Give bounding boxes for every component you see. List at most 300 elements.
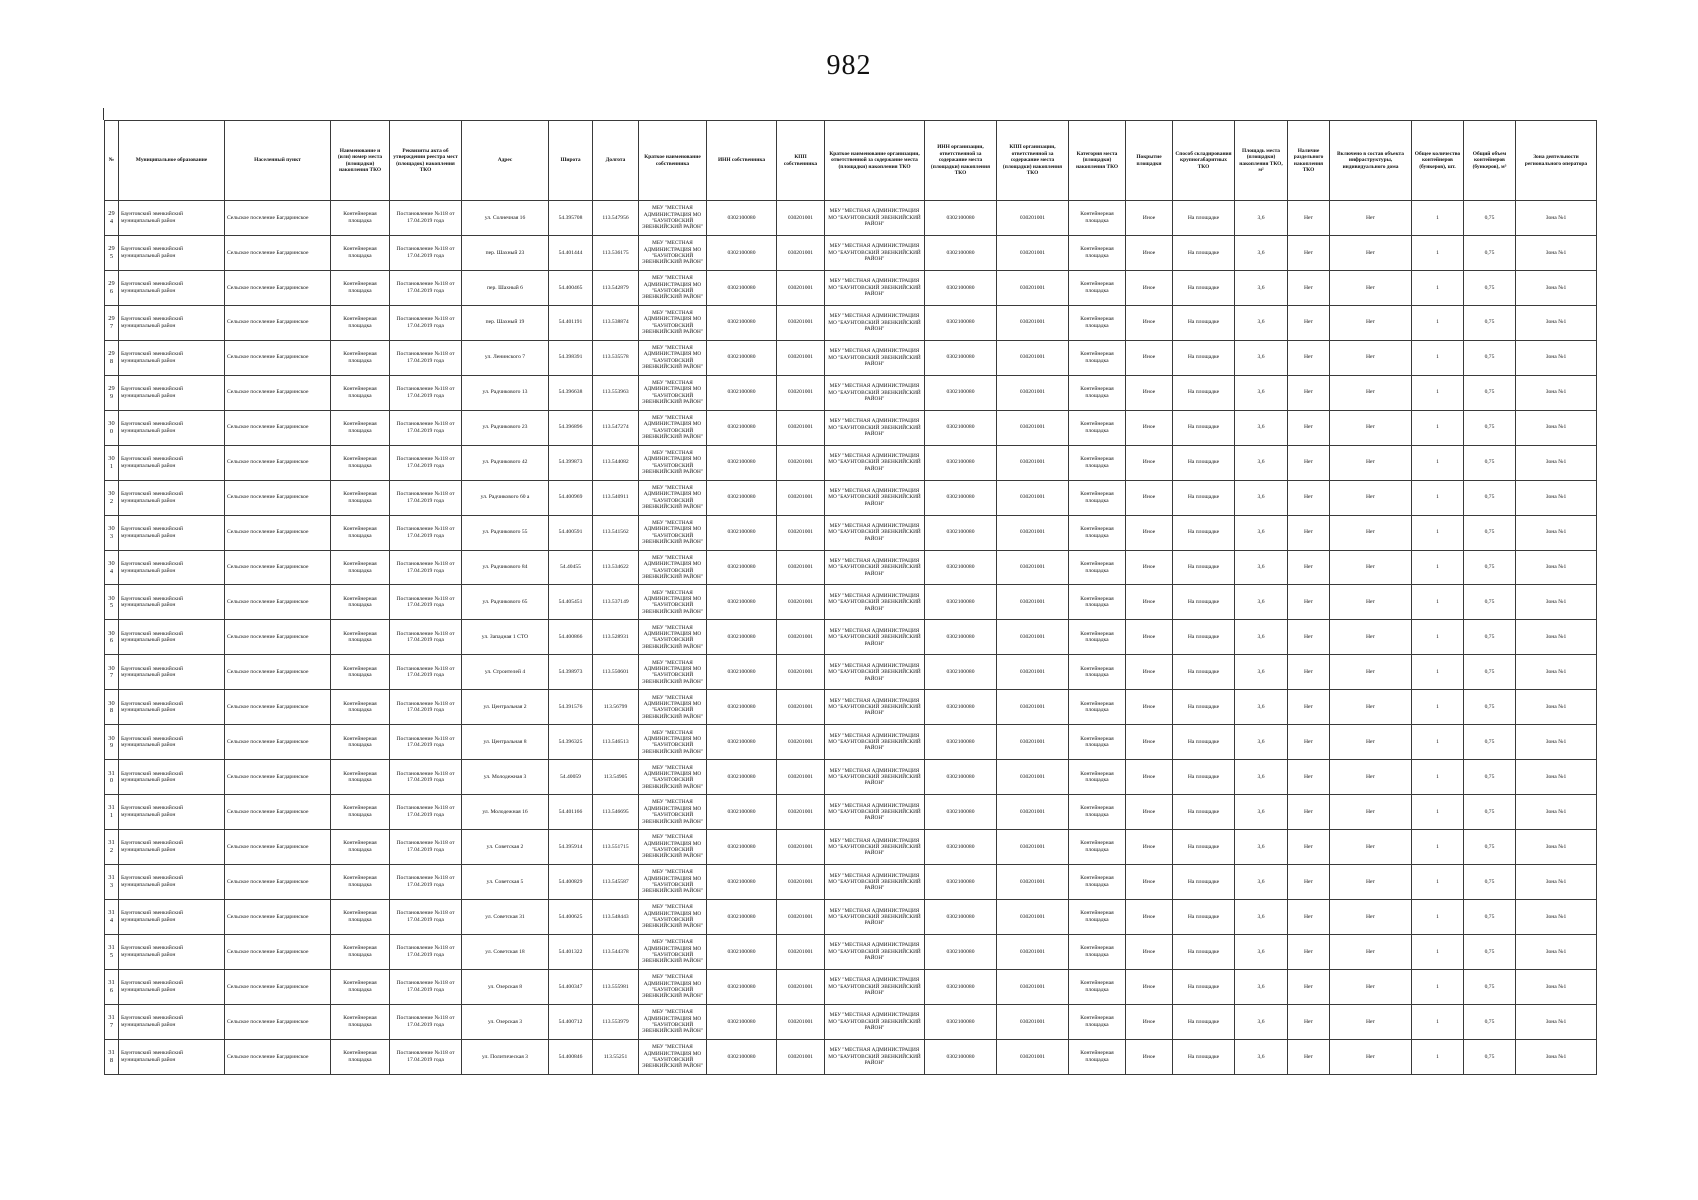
container-count-cell: 1 [1412, 935, 1464, 970]
container-count-cell: 1 [1412, 201, 1464, 236]
owner-kpp-cell: 030201001 [777, 235, 825, 270]
site-category-cell: Контейнерная площадка [1069, 725, 1126, 760]
settlement-cell: Сельское поселение Багдаринское [225, 760, 331, 795]
separate-collection-cell: Нет [1288, 201, 1330, 236]
bulky-storage-cell: На площадке [1173, 900, 1235, 935]
municipality-cell: Баунтовский эвенкийский муниципальный район [119, 655, 225, 690]
owner-kpp-cell: 030201001 [777, 865, 825, 900]
table-row [105, 1004, 1597, 1039]
municipality-cell: Баунтовский эвенкийский муниципальный район [119, 410, 225, 445]
container-volume-cell: 0,75 [1464, 935, 1516, 970]
separate-collection-cell: Нет [1288, 620, 1330, 655]
surface-cell: Иное [1126, 830, 1173, 865]
latitude-cell: 54.400591 [549, 515, 593, 550]
operator-name-cell: МБУ "МЕСТНАЯ АДМИНИСТРАЦИЯ МО "БАУНТОВСКИЙ ЭВЕНКИЙСКИЙ РАЙОН" [825, 655, 925, 690]
operator-inn-cell: 0302100080 [925, 865, 997, 900]
latitude-cell: 54.400712 [549, 1004, 593, 1039]
longitude-cell: 113.54905 [593, 760, 639, 795]
municipality-cell: Баунтовский эвенкийский муниципальный район [119, 340, 225, 375]
separate-collection-cell: Нет [1288, 480, 1330, 515]
municipality-cell: Баунтовский эвенкийский муниципальный район [119, 1004, 225, 1039]
site-name-cell: Контейнерная площадка [331, 305, 390, 340]
address-cell: ул. Ленинского 7 [462, 340, 549, 375]
site-category-cell: Контейнерная площадка [1069, 795, 1126, 830]
act-details-cell: Постановление №118 от 17.04.2019 года [390, 201, 462, 236]
site-category-cell: Контейнерная площадка [1069, 865, 1126, 900]
container-count-cell: 1 [1412, 270, 1464, 305]
owner-kpp-cell: 030201001 [777, 445, 825, 480]
site-name-cell: Контейнерная площадка [331, 445, 390, 480]
area-cell: 3,6 [1235, 620, 1288, 655]
site-name-cell: Контейнерная площадка [331, 515, 390, 550]
owner-name-cell: МБУ "МЕСТНАЯ АДМИНИСТРАЦИЯ МО "БАУНТОВСКИЙ ЭВЕНКИЙСКИЙ РАЙОН" [639, 969, 707, 1004]
operator-name-cell: МБУ "МЕСТНАЯ АДМИНИСТРАЦИЯ МО "БАУНТОВСКИЙ ЭВЕНКИЙСКИЙ РАЙОН" [825, 410, 925, 445]
row-number-cell: 303 [105, 515, 119, 550]
registry-table [104, 120, 1597, 1075]
table-row [105, 235, 1597, 270]
site-category-cell: Контейнерная площадка [1069, 515, 1126, 550]
surface-cell: Иное [1126, 235, 1173, 270]
container-volume-cell: 0,75 [1464, 270, 1516, 305]
site-name-cell: Контейнерная площадка [331, 1039, 390, 1074]
act-details-cell: Постановление №118 от 17.04.2019 года [390, 1039, 462, 1074]
operator-name-cell: МБУ "МЕСТНАЯ АДМИНИСТРАЦИЯ МО "БАУНТОВСКИЙ ЭВЕНКИЙСКИЙ РАЙОН" [825, 375, 925, 410]
municipality-cell: Баунтовский эвенкийский муниципальный район [119, 1039, 225, 1074]
site-name-cell: Контейнерная площадка [331, 725, 390, 760]
row-number-cell: 315 [105, 935, 119, 970]
owner-name-cell: МБУ "МЕСТНАЯ АДМИНИСТРАЦИЯ МО "БАУНТОВСКИЙ ЭВЕНКИЙСКИЙ РАЙОН" [639, 1039, 707, 1074]
col-separate-collection-header: Наличие раздельного накопления ТКО [1288, 121, 1330, 201]
table-row [105, 375, 1597, 410]
container-volume-cell: 0,75 [1464, 655, 1516, 690]
surface-cell: Иное [1126, 1039, 1173, 1074]
site-name-cell: Контейнерная площадка [331, 375, 390, 410]
settlement-cell: Сельское поселение Багдаринское [225, 375, 331, 410]
latitude-cell: 54.396325 [549, 725, 593, 760]
owner-inn-cell: 0302100080 [707, 375, 777, 410]
site-name-cell: Контейнерная площадка [331, 690, 390, 725]
table-row [105, 1039, 1597, 1074]
settlement-cell: Сельское поселение Багдаринское [225, 935, 331, 970]
row-number-cell: 294 [105, 201, 119, 236]
container-count-cell: 1 [1412, 725, 1464, 760]
separate-collection-cell: Нет [1288, 340, 1330, 375]
container-count-cell: 1 [1412, 830, 1464, 865]
operator-inn-cell: 0302100080 [925, 1004, 997, 1039]
operator-inn-cell: 0302100080 [925, 340, 997, 375]
infrastructure-cell: Нет [1330, 550, 1412, 585]
operator-kpp-cell: 030201001 [997, 235, 1069, 270]
operator-inn-cell: 0302100080 [925, 480, 997, 515]
bulky-storage-cell: На площадке [1173, 795, 1235, 830]
infrastructure-cell: Нет [1330, 270, 1412, 305]
operator-name-cell: МБУ "МЕСТНАЯ АДМИНИСТРАЦИЯ МО "БАУНТОВСКИЙ ЭВЕНКИЙСКИЙ РАЙОН" [825, 690, 925, 725]
longitude-cell: 113.546695 [593, 795, 639, 830]
municipality-cell: Баунтовский эвенкийский муниципальный район [119, 480, 225, 515]
col-address-header: Адрес [462, 121, 549, 201]
operator-kpp-cell: 030201001 [997, 305, 1069, 340]
container-count-cell: 1 [1412, 375, 1464, 410]
municipality-cell: Баунтовский эвенкийский муниципальный район [119, 201, 225, 236]
container-volume-cell: 0,75 [1464, 1004, 1516, 1039]
surface-cell: Иное [1126, 340, 1173, 375]
operator-kpp-cell: 030201001 [997, 445, 1069, 480]
municipality-cell: Баунтовский эвенкийский муниципальный район [119, 270, 225, 305]
col-operator-name-header: Краткое наименование организации, ответственной за содержание места (площадки) накопления ТКО [825, 121, 925, 201]
municipality-cell: Баунтовский эвенкийский муниципальный район [119, 515, 225, 550]
operator-zone-cell: Зона №1 [1516, 550, 1597, 585]
operator-kpp-cell: 030201001 [997, 340, 1069, 375]
longitude-cell: 113.528931 [593, 620, 639, 655]
site-name-cell: Контейнерная площадка [331, 1004, 390, 1039]
table-row [105, 270, 1597, 305]
address-cell: ул. Радчикового 13 [462, 375, 549, 410]
owner-name-cell: МБУ "МЕСТНАЯ АДМИНИСТРАЦИЯ МО "БАУНТОВСКИЙ ЭВЕНКИЙСКИЙ РАЙОН" [639, 235, 707, 270]
operator-name-cell: МБУ "МЕСТНАЯ АДМИНИСТРАЦИЯ МО "БАУНТОВСКИЙ ЭВЕНКИЙСКИЙ РАЙОН" [825, 865, 925, 900]
table-row [105, 445, 1597, 480]
operator-inn-cell: 0302100080 [925, 690, 997, 725]
container-volume-cell: 0,75 [1464, 865, 1516, 900]
container-count-cell: 1 [1412, 585, 1464, 620]
operator-inn-cell: 0302100080 [925, 375, 997, 410]
settlement-cell: Сельское поселение Багдаринское [225, 340, 331, 375]
operator-zone-cell: Зона №1 [1516, 935, 1597, 970]
table-row [105, 725, 1597, 760]
act-details-cell: Постановление №118 от 17.04.2019 года [390, 900, 462, 935]
bulky-storage-cell: На площадке [1173, 1004, 1235, 1039]
row-number-cell: 301 [105, 445, 119, 480]
address-cell: ул. Радчикового 55 [462, 515, 549, 550]
bulky-storage-cell: На площадке [1173, 725, 1235, 760]
address-cell: ул. Политическая 3 [462, 1039, 549, 1074]
col-operator-inn-header: ИНН организации, ответственной за содержание места (площадки) накопления ТКО [925, 121, 997, 201]
container-count-cell: 1 [1412, 620, 1464, 655]
settlement-cell: Сельское поселение Багдаринское [225, 270, 331, 305]
municipality-cell: Баунтовский эвенкийский муниципальный район [119, 620, 225, 655]
site-category-cell: Контейнерная площадка [1069, 935, 1126, 970]
owner-inn-cell: 0302100080 [707, 585, 777, 620]
address-cell: ул. Центральная 2 [462, 690, 549, 725]
owner-kpp-cell: 030201001 [777, 270, 825, 305]
latitude-cell: 54.395708 [549, 201, 593, 236]
infrastructure-cell: Нет [1330, 830, 1412, 865]
owner-inn-cell: 0302100080 [707, 550, 777, 585]
owner-kpp-cell: 030201001 [777, 725, 825, 760]
container-count-cell: 1 [1412, 305, 1464, 340]
latitude-cell: 54.401191 [549, 305, 593, 340]
bulky-storage-cell: На площадке [1173, 1039, 1235, 1074]
municipality-cell: Баунтовский эвенкийский муниципальный район [119, 969, 225, 1004]
site-category-cell: Контейнерная площадка [1069, 830, 1126, 865]
table-row [105, 795, 1597, 830]
col-infrastructure-header: Включено в состав объекта инфраструктуры, индивидуального дома [1330, 121, 1412, 201]
area-cell: 3,6 [1235, 445, 1288, 480]
row-number-cell: 305 [105, 585, 119, 620]
owner-inn-cell: 0302100080 [707, 410, 777, 445]
table-row [105, 865, 1597, 900]
area-cell: 3,6 [1235, 795, 1288, 830]
container-count-cell: 1 [1412, 690, 1464, 725]
operator-zone-cell: Зона №1 [1516, 480, 1597, 515]
municipality-cell: Баунтовский эвенкийский муниципальный район [119, 865, 225, 900]
settlement-cell: Сельское поселение Багдаринское [225, 515, 331, 550]
operator-name-cell: МБУ "МЕСТНАЯ АДМИНИСТРАЦИЯ МО "БАУНТОВСКИЙ ЭВЕНКИЙСКИЙ РАЙОН" [825, 620, 925, 655]
container-volume-cell: 0,75 [1464, 550, 1516, 585]
surface-cell: Иное [1126, 1004, 1173, 1039]
col-number-header: № [105, 121, 119, 201]
address-cell: ул. Советская 18 [462, 935, 549, 970]
address-cell: ул. Радчикового 23 [462, 410, 549, 445]
operator-kpp-cell: 030201001 [997, 865, 1069, 900]
area-cell: 3,6 [1235, 935, 1288, 970]
owner-name-cell: МБУ "МЕСТНАЯ АДМИНИСТРАЦИЯ МО "БАУНТОВСКИЙ ЭВЕНКИЙСКИЙ РАЙОН" [639, 760, 707, 795]
owner-inn-cell: 0302100080 [707, 480, 777, 515]
operator-inn-cell: 0302100080 [925, 585, 997, 620]
operator-name-cell: МБУ "МЕСТНАЯ АДМИНИСТРАЦИЯ МО "БАУНТОВСКИЙ ЭВЕНКИЙСКИЙ РАЙОН" [825, 201, 925, 236]
surface-cell: Иное [1126, 305, 1173, 340]
separate-collection-cell: Нет [1288, 865, 1330, 900]
settlement-cell: Сельское поселение Багдаринское [225, 969, 331, 1004]
area-cell: 3,6 [1235, 690, 1288, 725]
site-category-cell: Контейнерная площадка [1069, 480, 1126, 515]
settlement-cell: Сельское поселение Багдаринское [225, 305, 331, 340]
surface-cell: Иное [1126, 410, 1173, 445]
row-number-cell: 317 [105, 1004, 119, 1039]
site-category-cell: Контейнерная площадка [1069, 410, 1126, 445]
owner-name-cell: МБУ "МЕСТНАЯ АДМИНИСТРАЦИЯ МО "БАУНТОВСКИЙ ЭВЕНКИЙСКИЙ РАЙОН" [639, 270, 707, 305]
operator-inn-cell: 0302100080 [925, 515, 997, 550]
container-count-cell: 1 [1412, 1039, 1464, 1074]
latitude-cell: 54.401322 [549, 935, 593, 970]
surface-cell: Иное [1126, 935, 1173, 970]
operator-kpp-cell: 030201001 [997, 830, 1069, 865]
municipality-cell: Баунтовский эвенкийский муниципальный район [119, 760, 225, 795]
container-count-cell: 1 [1412, 900, 1464, 935]
bulky-storage-cell: На площадке [1173, 865, 1235, 900]
bulky-storage-cell: На площадке [1173, 201, 1235, 236]
site-category-cell: Контейнерная площадка [1069, 1004, 1126, 1039]
row-number-cell: 295 [105, 235, 119, 270]
site-category-cell: Контейнерная площадка [1069, 270, 1126, 305]
container-count-cell: 1 [1412, 410, 1464, 445]
operator-kpp-cell: 030201001 [997, 550, 1069, 585]
longitude-cell: 113.547956 [593, 201, 639, 236]
longitude-cell: 113.544082 [593, 445, 639, 480]
operator-inn-cell: 0302100080 [925, 725, 997, 760]
bulky-storage-cell: На площадке [1173, 340, 1235, 375]
col-act-details-header: Реквизиты акта об утверждении реестра мест (площадок) накопления ТКО [390, 121, 462, 201]
bulky-storage-cell: На площадке [1173, 969, 1235, 1004]
area-cell: 3,6 [1235, 865, 1288, 900]
separate-collection-cell: Нет [1288, 690, 1330, 725]
longitude-cell: 113.537149 [593, 585, 639, 620]
longitude-cell: 113.536175 [593, 235, 639, 270]
operator-kpp-cell: 030201001 [997, 760, 1069, 795]
bulky-storage-cell: На площадке [1173, 585, 1235, 620]
latitude-cell: 54.391576 [549, 690, 593, 725]
separate-collection-cell: Нет [1288, 935, 1330, 970]
act-details-cell: Постановление №118 от 17.04.2019 года [390, 515, 462, 550]
longitude-cell: 113.548443 [593, 900, 639, 935]
act-details-cell: Постановление №118 от 17.04.2019 года [390, 410, 462, 445]
address-cell: ул. Радчикового 65 [462, 585, 549, 620]
container-count-cell: 1 [1412, 865, 1464, 900]
settlement-cell: Сельское поселение Багдаринское [225, 1004, 331, 1039]
owner-kpp-cell: 030201001 [777, 515, 825, 550]
row-number-cell: 311 [105, 795, 119, 830]
owner-inn-cell: 0302100080 [707, 235, 777, 270]
owner-inn-cell: 0302100080 [707, 515, 777, 550]
operator-zone-cell: Зона №1 [1516, 620, 1597, 655]
bulky-storage-cell: На площадке [1173, 515, 1235, 550]
site-name-cell: Контейнерная площадка [331, 550, 390, 585]
table-row [105, 585, 1597, 620]
act-details-cell: Постановление №118 от 17.04.2019 года [390, 795, 462, 830]
address-cell: ул. Молодежная 16 [462, 795, 549, 830]
settlement-cell: Сельское поселение Багдаринское [225, 865, 331, 900]
act-details-cell: Постановление №118 от 17.04.2019 года [390, 969, 462, 1004]
site-category-cell: Контейнерная площадка [1069, 305, 1126, 340]
col-owner-name-header: Краткое наименование собственника [639, 121, 707, 201]
owner-inn-cell: 0302100080 [707, 760, 777, 795]
surface-cell: Иное [1126, 201, 1173, 236]
act-details-cell: Постановление №118 от 17.04.2019 года [390, 830, 462, 865]
owner-kpp-cell: 030201001 [777, 795, 825, 830]
operator-zone-cell: Зона №1 [1516, 305, 1597, 340]
longitude-cell: 113.538874 [593, 305, 639, 340]
operator-zone-cell: Зона №1 [1516, 795, 1597, 830]
col-owner-inn-header: ИНН собственника [707, 121, 777, 201]
owner-name-cell: МБУ "МЕСТНАЯ АДМИНИСТРАЦИЯ МО "БАУНТОВСКИЙ ЭВЕНКИЙСКИЙ РАЙОН" [639, 865, 707, 900]
surface-cell: Иное [1126, 760, 1173, 795]
site-category-cell: Контейнерная площадка [1069, 1039, 1126, 1074]
col-latitude-header: Широта [549, 121, 593, 201]
owner-kpp-cell: 030201001 [777, 900, 825, 935]
operator-name-cell: МБУ "МЕСТНАЯ АДМИНИСТРАЦИЯ МО "БАУНТОВСКИЙ ЭВЕНКИЙСКИЙ РАЙОН" [825, 340, 925, 375]
table-row [105, 655, 1597, 690]
header-row [105, 121, 1597, 201]
owner-inn-cell: 0302100080 [707, 969, 777, 1004]
operator-name-cell: МБУ "МЕСТНАЯ АДМИНИСТРАЦИЯ МО "БАУНТОВСКИЙ ЭВЕНКИЙСКИЙ РАЙОН" [825, 270, 925, 305]
act-details-cell: Постановление №118 от 17.04.2019 года [390, 235, 462, 270]
operator-zone-cell: Зона №1 [1516, 270, 1597, 305]
container-volume-cell: 0,75 [1464, 480, 1516, 515]
row-number-cell: 300 [105, 410, 119, 445]
address-cell: ул. Солнечная 16 [462, 201, 549, 236]
latitude-cell: 54.401166 [549, 795, 593, 830]
area-cell: 3,6 [1235, 725, 1288, 760]
operator-kpp-cell: 030201001 [997, 201, 1069, 236]
container-volume-cell: 0,75 [1464, 585, 1516, 620]
row-number-cell: 312 [105, 830, 119, 865]
longitude-cell: 113.534622 [593, 550, 639, 585]
bulky-storage-cell: На площадке [1173, 550, 1235, 585]
surface-cell: Иное [1126, 865, 1173, 900]
operator-name-cell: МБУ "МЕСТНАЯ АДМИНИСТРАЦИЯ МО "БАУНТОВСКИЙ ЭВЕНКИЙСКИЙ РАЙОН" [825, 1039, 925, 1074]
row-number-cell: 313 [105, 865, 119, 900]
bulky-storage-cell: На площадке [1173, 935, 1235, 970]
longitude-cell: 113.553963 [593, 375, 639, 410]
operator-inn-cell: 0302100080 [925, 655, 997, 690]
site-category-cell: Контейнерная площадка [1069, 620, 1126, 655]
owner-name-cell: МБУ "МЕСТНАЯ АДМИНИСТРАЦИЯ МО "БАУНТОВСКИЙ ЭВЕНКИЙСКИЙ РАЙОН" [639, 935, 707, 970]
owner-kpp-cell: 030201001 [777, 1004, 825, 1039]
operator-kpp-cell: 030201001 [997, 1039, 1069, 1074]
container-count-cell: 1 [1412, 340, 1464, 375]
longitude-cell: 113.550601 [593, 655, 639, 690]
address-cell: ул. Центральная 8 [462, 725, 549, 760]
area-cell: 3,6 [1235, 375, 1288, 410]
table-row [105, 969, 1597, 1004]
bulky-storage-cell: На площадке [1173, 410, 1235, 445]
operator-inn-cell: 0302100080 [925, 201, 997, 236]
margin-mark [103, 108, 104, 120]
owner-kpp-cell: 030201001 [777, 760, 825, 795]
act-details-cell: Постановление №118 от 17.04.2019 года [390, 725, 462, 760]
site-category-cell: Контейнерная площадка [1069, 585, 1126, 620]
operator-name-cell: МБУ "МЕСТНАЯ АДМИНИСТРАЦИЯ МО "БАУНТОВСКИЙ ЭВЕНКИЙСКИЙ РАЙОН" [825, 235, 925, 270]
operator-zone-cell: Зона №1 [1516, 865, 1597, 900]
owner-kpp-cell: 030201001 [777, 935, 825, 970]
container-count-cell: 1 [1412, 515, 1464, 550]
separate-collection-cell: Нет [1288, 515, 1330, 550]
operator-inn-cell: 0302100080 [925, 620, 997, 655]
table-row [105, 201, 1597, 236]
owner-kpp-cell: 030201001 [777, 969, 825, 1004]
col-site-category-header: Категория места (площадки) накопления ТКО [1069, 121, 1126, 201]
operator-inn-cell: 0302100080 [925, 235, 997, 270]
latitude-cell: 54.40059 [549, 760, 593, 795]
operator-inn-cell: 0302100080 [925, 410, 997, 445]
act-details-cell: Постановление №118 от 17.04.2019 года [390, 585, 462, 620]
surface-cell: Иное [1126, 375, 1173, 410]
owner-inn-cell: 0302100080 [707, 620, 777, 655]
operator-kpp-cell: 030201001 [997, 515, 1069, 550]
bulky-storage-cell: На площадке [1173, 445, 1235, 480]
site-name-cell: Контейнерная площадка [331, 620, 390, 655]
settlement-cell: Сельское поселение Багдаринское [225, 655, 331, 690]
infrastructure-cell: Нет [1330, 480, 1412, 515]
operator-zone-cell: Зона №1 [1516, 1039, 1597, 1074]
site-name-cell: Контейнерная площадка [331, 585, 390, 620]
operator-inn-cell: 0302100080 [925, 270, 997, 305]
separate-collection-cell: Нет [1288, 1004, 1330, 1039]
operator-name-cell: МБУ "МЕСТНАЯ АДМИНИСТРАЦИЯ МО "БАУНТОВСКИЙ ЭВЕНКИЙСКИЙ РАЙОН" [825, 445, 925, 480]
owner-inn-cell: 0302100080 [707, 725, 777, 760]
container-volume-cell: 0,75 [1464, 830, 1516, 865]
infrastructure-cell: Нет [1330, 1039, 1412, 1074]
operator-zone-cell: Зона №1 [1516, 760, 1597, 795]
area-cell: 3,6 [1235, 1039, 1288, 1074]
operator-inn-cell: 0302100080 [925, 550, 997, 585]
operator-inn-cell: 0302100080 [925, 830, 997, 865]
bulky-storage-cell: На площадке [1173, 270, 1235, 305]
infrastructure-cell: Нет [1330, 235, 1412, 270]
container-volume-cell: 0,75 [1464, 375, 1516, 410]
area-cell: 3,6 [1235, 410, 1288, 445]
infrastructure-cell: Нет [1330, 375, 1412, 410]
longitude-cell: 113.555981 [593, 969, 639, 1004]
operator-name-cell: МБУ "МЕСТНАЯ АДМИНИСТРАЦИЯ МО "БАУНТОВСКИЙ ЭВЕНКИЙСКИЙ РАЙОН" [825, 725, 925, 760]
area-cell: 3,6 [1235, 550, 1288, 585]
row-number-cell: 308 [105, 690, 119, 725]
bulky-storage-cell: На площадке [1173, 480, 1235, 515]
municipality-cell: Баунтовский эвенкийский муниципальный район [119, 795, 225, 830]
longitude-cell: 113.540911 [593, 480, 639, 515]
owner-name-cell: МБУ "МЕСТНАЯ АДМИНИСТРАЦИЯ МО "БАУНТОВСКИЙ ЭВЕНКИЙСКИЙ РАЙОН" [639, 620, 707, 655]
container-volume-cell: 0,75 [1464, 760, 1516, 795]
operator-kpp-cell: 030201001 [997, 375, 1069, 410]
